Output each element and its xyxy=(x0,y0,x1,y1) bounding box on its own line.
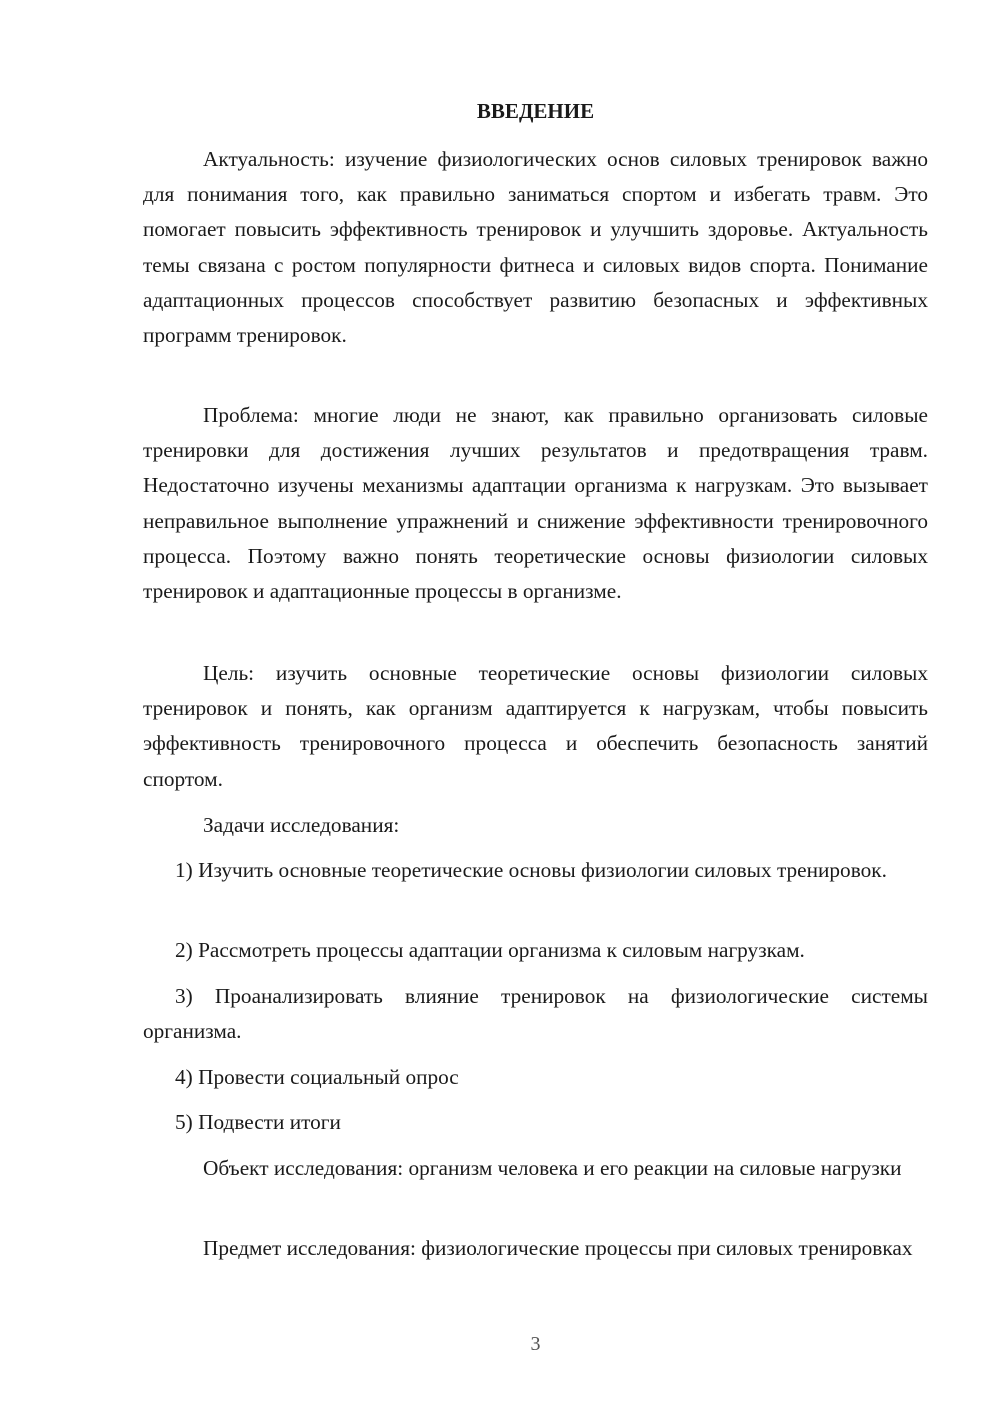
task-item-4: 4) Провести социальный опрос xyxy=(175,1065,459,1089)
page-title: ВВЕДЕНИЕ xyxy=(476,99,595,123)
tasks-heading: Задачи исследования: xyxy=(203,813,400,837)
task-item-3: 3) Проанализировать влияние тренировок на физиологические системы организма. xyxy=(143,984,928,1044)
goal-paragraph: Цель: изучить основные теоретические основы физиологии силовых тренировок и понять, как организм адаптируется к нагрузкам, чтобы повысить эффективность тренировочного процесса и обеспечить безопасность занятий спортом. xyxy=(143,661,928,791)
document-page xyxy=(143,0,928,1414)
relevance-paragraph: Актуальность: изучение физиологических основ силовых тренировок важно для понимания того, как правильно заниматься спортом и избегать травм. Это помогает повысить эффективность тренировок и улучшить здоровье. Актуальность темы связана с ростом популярности фитнеса и силовых видов спорта. Понимание адаптационных процессов способствует развитию безопасных и эффективных программ тренировок. xyxy=(143,147,928,348)
task-item-2: 2) Рассмотреть процессы адаптации организма к силовым нагрузкам. xyxy=(175,938,805,962)
task-item-5: 5) Подвести итоги xyxy=(175,1110,341,1134)
object-paragraph: Объект исследования: организм человека и его реакции на силовые нагрузки xyxy=(203,1156,902,1180)
subject-paragraph: Предмет исследования: физиологические процессы при силовых тренировках xyxy=(203,1236,913,1260)
page-number: 3 xyxy=(530,1333,541,1355)
problem-paragraph: Проблема: многие люди не знают, как правильно организовать силовые тренировки для достижения лучших результатов и предотвращения травм. Недостаточно изучены механизмы адаптации организма к нагрузкам. Это вызывает неправильное выполнение упражнений и снижение эффективности тренировочного процесса. Поэтому важно понять теоретические основы физиологии силовых тренировок и адаптационные процессы в организме. xyxy=(143,403,928,604)
task-item-1: 1) Изучить основные теоретические основы физиологии силовых тренировок. xyxy=(175,858,887,882)
